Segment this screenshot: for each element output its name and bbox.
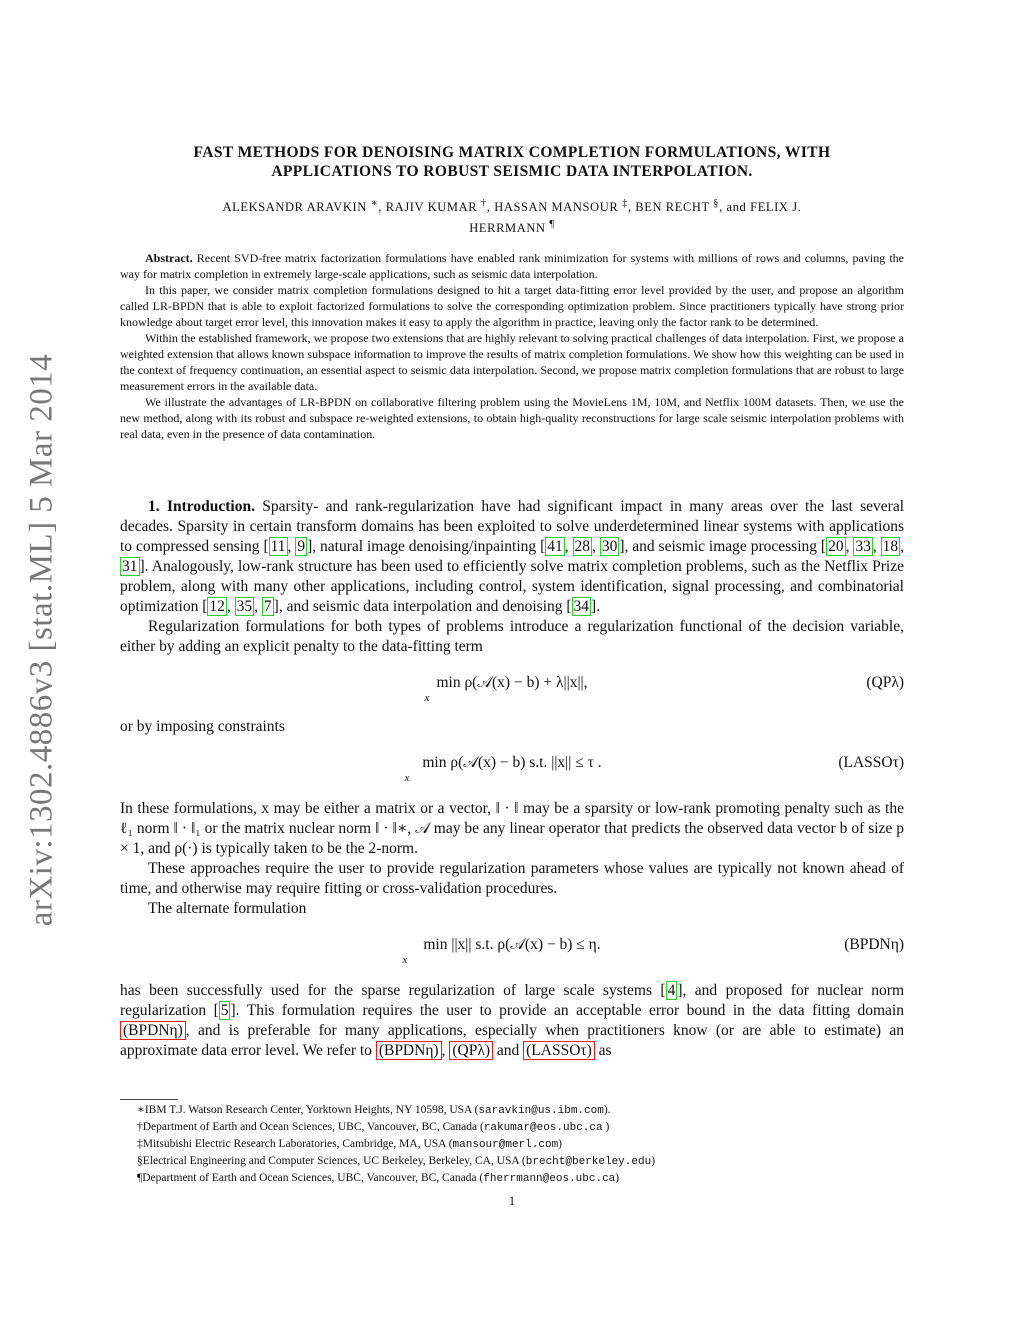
intro-paragraph: These approaches require the user to provide regularization parameters whose values are typically not known ahead of time, and otherwise may require fitting or cross-validation procedures.: [120, 860, 904, 897]
arxiv-stamp: [14, 330, 70, 950]
paper-title: [120, 143, 904, 181]
equation-subscript: x: [402, 954, 408, 966]
footnote-text: ∗IBM T.J. Watson Research Center, Yorktown Heights, NY 10598, USA (: [137, 1104, 479, 1116]
citation-link[interactable]: 11: [270, 538, 286, 555]
author-and: and: [726, 200, 747, 215]
citation-link[interactable]: 18: [882, 538, 899, 555]
author-mark: ‡: [622, 198, 628, 209]
citation-link[interactable]: 35: [236, 598, 253, 615]
author-name: HERRMANN: [469, 221, 546, 236]
equation-subscript: x: [424, 692, 430, 704]
equation-ref-bpdn[interactable]: (BPDNη): [376, 1041, 442, 1060]
author-name: ALEKSANDR ARAVKIN: [222, 200, 367, 215]
text-run: and: [493, 1042, 524, 1059]
equation-body: [120, 935, 904, 976]
abstract-paragraph: We illustrate the advantages of LR-BPDN on collaborative filtering problem using the MovieLens 1M, 10M, and Netflix 100M datasets. Then, we use the new method, along with its robust and subspace re-weighted extensions, to obtain high-quality reconstructions for large scale seismic interpolation problems with real data, even in the presence of data contamination.: [120, 395, 904, 441]
email-link[interactable]: saravkin@us.ibm.com: [478, 1105, 604, 1117]
equation-lasso: [120, 753, 904, 784]
citation-link[interactable]: 33: [855, 538, 871, 555]
text-run: , and seismic data interpolation and denoising: [278, 598, 567, 615]
citation-link[interactable]: 34: [573, 598, 590, 615]
author-name: HASSAN MANSOUR: [494, 200, 619, 215]
text-run: as: [594, 1042, 612, 1059]
author-mark: ¶: [549, 219, 555, 231]
footnote-text: ¶Department of Earth and Ocean Sciences, UBC, Vancouver, BC, Canada (: [137, 1172, 484, 1184]
footnote-text: ‡Mitsubishi Electric Research Laboratories, Cambridge, MA, USA (: [137, 1138, 453, 1150]
footnote: ¶Department of Earth and Ocean Sciences, UBC, Vancouver, BC, Canada (fherrmann@eos.ubc.ca): [137, 1172, 620, 1185]
email-link[interactable]: brecht@berkeley.edu: [525, 1156, 652, 1168]
author-name: RAJIV KUMAR: [385, 200, 478, 215]
page-number: 1: [508, 1194, 516, 1208]
footnote: §Electrical Engineering and Computer Sciences, UC Berkeley, Berkeley, CA, USA (brecht@berkeley.edu): [137, 1155, 656, 1168]
equation-text: min ρ(𝒜(x) − b) + λ||x||,: [436, 674, 588, 691]
footnotes: [120, 1102, 904, 1187]
section-heading: 1. Introduction.: [148, 498, 255, 515]
arxiv-stamp-text: arXiv:1302.4886v3 [stat.ML] 5 Mar 2014: [23, 353, 60, 927]
equation-ref-lasso[interactable]: (LASSOτ): [523, 1041, 595, 1060]
abstract-paragraph: Within the established framework, we propose two extensions that are highly relevant to solving practical challenges of data interpolation. First, we propose a weighted extension that allows known subspace information to improve the results of matrix completion formulations. We show how this weighting can be used in the context of frequency continuation, an essential aspect to seismic data interpolation. Second, we propose matrix completion formulations that are robust to large measurement errors in the available data.: [120, 331, 904, 393]
author-mark: ∗: [370, 198, 379, 209]
text-run: , and is preferable for many applications, especially when practitioners know (or are able to estimate) an approximate data error level. We refer to: [120, 1022, 904, 1059]
equation-tag: (BPDNη): [844, 936, 904, 953]
footnote: ‡Mitsubishi Electric Research Laboratories, Cambridge, MA, USA (mansour@merl.com): [137, 1138, 563, 1151]
equation-tag: (LASSOτ): [838, 754, 904, 771]
equation-ref-qp[interactable]: (QPλ): [449, 1041, 493, 1060]
equation-tag: (QPλ): [866, 674, 904, 691]
citation-link[interactable]: 7: [263, 598, 272, 615]
intro-paragraph: In these formulations, x may be either a matrix or a vector, ‖ · ‖ may be a sparsity or low-rank promoting penalty such as the ℓ₁ norm ‖ · ‖₁ or the matrix nuclear norm ‖ · ‖∗, 𝒜 may be any linear operator that predicts the observed data vector b of size p × 1, and ρ(·) is typically taken to be the 2-norm.: [120, 800, 904, 857]
title-line-1: FAST METHODS FOR DENOISING MATRIX COMPLETION FORMULATIONS, WITH: [193, 144, 831, 161]
abstract-text: Recent SVD-free matrix factorization formulations have enabled rank minimization for systems with millions of rows and columns, paving the way for matrix completion in extremely large-scale applications, such as seismic data interpolation.: [120, 251, 904, 281]
introduction-section: [120, 497, 904, 1061]
text-run: , and proposed for nuclear norm regularization: [120, 982, 905, 1019]
author-name: FELIX J.: [750, 200, 802, 215]
intro-paragraph: has been successfully used for the sparse regularization of large scale systems [ 4 ], and proposed for nuclear norm regularization [ 5 ]. This formulation requires the user to provide an acceptable error bound in the data fitting domain (BPDNη) , and is preferable for many applications, especially when practitioners know (or are able to estimate) an approximate data error level. We refer to (BPDNη) , (QPλ) and (LASSOτ) as: [120, 982, 905, 1059]
email-link[interactable]: rakumar@eos.ubc.ca: [483, 1122, 603, 1134]
intro-paragraph: or by imposing constraints: [120, 718, 285, 735]
footnote-text: §Electrical Engineering and Computer Sciences, UC Berkeley, Berkeley, CA, USA (: [137, 1155, 526, 1167]
footnote-text: †Department of Earth and Ocean Sciences, UBC, Vancouver, BC, Canada (: [137, 1121, 484, 1133]
citation-link[interactable]: 41: [547, 538, 563, 555]
text-run: . This formulation requires the user to provide an acceptable error bound in the data fitting domain: [235, 1002, 904, 1019]
author-mark: †: [480, 198, 487, 209]
equation-text: min ||x|| s.t. ρ(𝒜(x) − b) ≤ η.: [423, 936, 601, 953]
footnote: ∗IBM T.J. Watson Research Center, Yorktown Heights, NY 10598, USA (saravkin@us.ibm.com).: [137, 1104, 611, 1117]
equation-ref-bpdn[interactable]: (BPDNη): [120, 1021, 186, 1040]
intro-paragraph: Regularization formulations for both types of problems introduce a regularization functional of the decision variable, either by adding an explicit penalty to the data-fitting term: [120, 618, 904, 655]
equation-bpdn: [120, 935, 904, 966]
abstract: [120, 250, 904, 442]
footnote: †Department of Earth and Ocean Sciences, UBC, Vancouver, BC, Canada (rakumar@eos.ubc.ca ): [137, 1121, 610, 1134]
email-link[interactable]: mansour@merl.com: [452, 1139, 559, 1151]
citation-link[interactable]: 30: [601, 538, 618, 555]
footnote-rule: [120, 1099, 178, 1100]
title-line-2: APPLICATIONS TO ROBUST SEISMIC DATA INTERPOLATION.: [271, 163, 753, 180]
text-run: has been successfully used for the sparse regularization of large scale systems: [120, 982, 661, 999]
citation-link[interactable]: 9: [297, 538, 306, 555]
intro-paragraph: The alternate formulation: [148, 900, 307, 917]
text-run: , and seismic image processing: [624, 538, 821, 555]
text-run: ,: [441, 1042, 450, 1059]
author-name: BEN RECHT: [635, 200, 710, 215]
intro-paragraph: 1. Introduction. Sparsity- and rank-regularization have had significant impact in many areas over the last several decades. Sparsity in certain transform domains has been exploited to solve underdetermined linear systems with applications to compressed sensing [ 11 , 9 ], natural image denoising/inpainting [ 41 , 28 , 30 ], and seismic image processing [ 20 , 33 , 18 , 31 ]. Analogously, low-rank structure has been used to efficiently solve matrix completion problems, such as the Netflix Prize problem, along with many other applications, including control, system identification, signal processing, and combinatorial optimization [ 12 , 35 , 7 ], and seismic data interpolation and denoising [ 34 ].: [120, 498, 905, 615]
citation-link[interactable]: 4: [667, 982, 676, 999]
author-list: ALEKSANDR ARAVKIN ∗, RAJIV KUMAR †, HASSAN MANSOUR ‡, BEN RECHT §, and FELIX J. HERRMANN ¶: [222, 198, 802, 236]
citation-link[interactable]: 5: [220, 1002, 229, 1019]
author-mark: §: [713, 198, 720, 209]
email-link[interactable]: fherrmann@eos.ubc.ca: [483, 1173, 616, 1185]
abstract-paragraph: [120, 250, 904, 282]
citation-link[interactable]: 12: [209, 598, 225, 615]
citation-link[interactable]: 28: [574, 538, 591, 555]
text-run: . Analogously, low-rank structure has been used to efficiently solve matrix completion problems, such as the Netflix Prize problem, along with many other applications, including control, system identification, signal processing, and combinatorial optimization: [120, 558, 904, 615]
equation-body: [120, 673, 904, 714]
equation-qp: [120, 673, 904, 704]
equation-body: [120, 753, 904, 794]
abstract-label: Abstract.: [145, 251, 193, 265]
equation-subscript: x: [404, 772, 410, 784]
citation-link[interactable]: 31: [122, 558, 138, 575]
equation-text: min ρ(𝒜(x) − b) s.t. ||x|| ≤ τ .: [422, 754, 602, 771]
citation-link[interactable]: 20: [828, 538, 844, 555]
abstract-paragraph: In this paper, we consider matrix completion formulations designed to hit a target data-fitting error level provided by the user, and propose an algorithm called LR-BPDN that is able to exploit factorized formulations to solve the corresponding optimization problem. Since practitioners typically have strong prior knowledge about target error level, this innovation makes it easy to apply the algorithm in practice, leaving only the factor rank to be determined.: [120, 283, 904, 329]
text-run: .: [596, 598, 601, 615]
text-run: Sparsity- and rank-regularization have had significant impact in many areas over the last several decades. Sparsity in certain transform domains has been exploited to solve underdetermined linear systems with applications to compressed sensing: [120, 498, 905, 555]
text-run: , natural image denoising/inpainting: [312, 538, 541, 555]
